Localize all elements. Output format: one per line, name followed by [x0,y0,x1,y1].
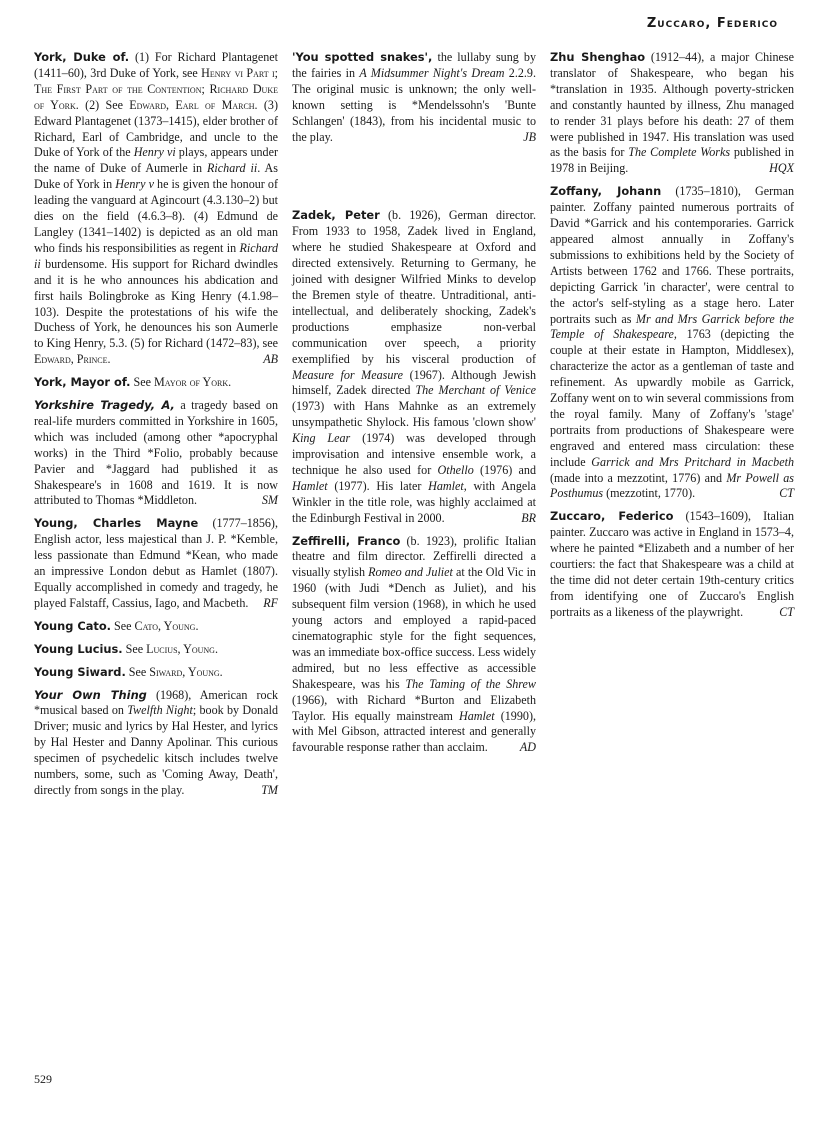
cross-reference: Siward, Young. [149,664,223,679]
page-number: 529 [34,1072,52,1086]
headword: Young, Charles Mayne [34,516,199,531]
headword: York, Duke of. [34,50,130,64]
headword: Your Own Thing [34,687,147,702]
cross-reference: Henry vi Part i; The First Part of the Contention; Richard Duke of York. [34,65,278,112]
column-middle [292,50,536,806]
contributor-initials: HQX [769,161,794,176]
entry-york-mayor: York, Mayor of. See Mayor of York. [34,375,232,390]
headword: Zhu Shenghao [550,50,646,64]
entry-your-own-thing-start: Your Own Thing (1968), American rock *musical based on Twelfth Night; book by Donald Driver; music and lyrics by Hal Hester, and lyrics by Hal Hester and Danny Apolinar. This curious specimen of psychedelic kitsch includes twelve numbers, some, such as 'Coming Away, Death', directly from songs in the play. TM [34,687,278,797]
headword: Zeffirelli, Franco [292,533,401,548]
column-right [550,50,794,806]
entry-young-cato: Young Cato. See Cato, Young. [34,618,199,633]
contributor-initials: RF [263,595,278,610]
headword: Zadek, Peter [292,208,380,223]
headword: Yorkshire Tragedy, A, [34,398,175,413]
letter-break [292,152,536,208]
entry-zhu-shenghao: Zhu Shenghao (1912–44), a major Chinese translator of Shakespeare, who began his *translation in 1935. Although poverty-stricken and constantly haunted by illness, Zhu managed to render 31 plays before his death: 27 of them were published in 1947. His translation was used as the basis for The Complete Works published in 1978 in Beijing. HQX [550,50,795,176]
contributor-initials: CT [779,486,794,501]
entry-zadek-peter: Zadek, Peter (b. 1926), German director. From 1933 to 1958, Zadek lived in England, where he studied Shakespeare at Oxford and directed extensively. Returning to Germany, he joined with designer Wilfried Minks to develop the Bremen style of theatre. Untraditional, anti-intellectual, and deliberately shocking, Zadek's productions emphasize non-verbal communication over speech, a priority exemplified by his visceral production of Measure for Measure (1967). Although Jewish himself, Zadek directed The Merchant of Venice (1973) with Hans Mahnke as an extremely unsympathetic Shylock. His famous 'clown show' King Lear (1974) was developed through improvisation and intensive ensemble work, a technique he also used for Othello (1976) and Hamlet (1977). His later Hamlet, with Angela Winkler in the title role, was highly acclaimed at the Edinburgh Festival in 2000. BR [292,208,536,525]
cross-reference: Lucius, Young. [146,641,218,656]
entry-zoffany-johann: Zoffany, Johann (1735–1810), German painter. Zoffany painted numerous portraits of David *Garrick and his contemporaries. Garrick appeared almost annually in Zoffany's submissions to exhibitions held by the Society of Artists between 1762 and 1766. These portraits, depicting Garrick 'in character', were central to the actor's self-styling as a stage hero. Later portraits such as Mr and Mrs Garrick before the Temple of Shakespeare, 1763 (depicting the couple at their estate in Hampton, Middlesex), characterize the actor as a gentleman of taste and refinement. As upwardly mobile as Garrick, Zoffany went on to win several commissions from the royal family. Many of Zoffany's 'stage' portraits from productions of Shakespeare were engraved and entered mass circulation: these include Garrick and Mrs Pritchard in Macbeth (made into a mezzotint, 1776) and Mr Powell as Posthumus (mezzotint, 1770). CT [550,184,794,501]
entry-zuccaro-federico: Zuccaro, Federico (1543–1609), Italian painter. Zuccaro was active in England in 1573–4, where he painted *Elizabeth and a number of her courtiers: the fact that Shakespeare was a child at the time did not deter certain 19th-century critics from identifying one of Zuccaro's English portraits as a likeness of the playwright. CT [550,509,794,619]
headword: Zuccaro, Federico [550,509,674,524]
headword: 'You spotted snakes', [292,50,433,64]
cross-reference: Mayor of York. [154,375,232,390]
entry-yorkshire-tragedy: Yorkshire Tragedy, A, a tragedy based on real-life murders committed in Yorkshire in 1605, which was included (among other *apocryphal works) in the Third *Folio, probably because Pavier and *Jaggard had published it as Shakespeare's in 1608 and 1619. It is now attributed to Thomas *Middleton. SM [34,398,278,508]
headword: Young Lucius. [34,641,123,656]
contributor-initials: TM [261,782,278,797]
headword: Young Cato. [34,618,112,633]
headword: Zoffany, Johann [550,184,662,199]
contributor-initials: CT [779,604,794,619]
entry-young-siward: Young Siward. See Siward, Young. [34,664,223,679]
entry-young-charles-mayne: Young, Charles Mayne (1777–1856), English actor, less majestical than J. P. *Kemble, less passionate than Edmund *Kean, who made an impressive London debut as Hamlet (1807). Equally accomplished in comedy and tragedy, he played Falstaff, Cassius, Iago, and Macbeth. RF [34,516,278,610]
contributor-initials: BR [521,510,536,525]
contributor-initials: AD [519,740,536,755]
contributor-initials: JB [523,129,536,144]
running-head: Zuccaro, Federico [646,16,778,31]
column-left [34,50,278,806]
cross-reference: Edward, Earl of March. [129,97,258,112]
cross-reference: Edward, Prince. [34,352,111,367]
cross-reference: Cato, Young. [134,618,199,633]
entry-zeffirelli-franco: Zeffirelli, Franco (b. 1923), prolific Italian theatre and film director. Zeffirelli directed a visually stylish Romeo and Juliet at the Old Vic in 1960 (with Judi *Dench as Juliet), and his subsequent film version (1968), in which he used young actors and employed a rapid-paced cinematographic style for the fight sequences, was an immediate box-office success. Less widely admired, but no less effective as accessible Shakespeare, was his The Taming of the Shrew (1966), with Richard *Burton and Elizabeth Taylor. His equally mainstream Hamlet (1990), with Mel Gibson, attracted interest and generally favourable response rather than acclaim. AD [292,533,537,755]
entry-columns [34,50,794,806]
entry-you-spotted-snakes: 'You spotted snakes', the lullaby sung by the fairies in A Midsummer Night's Dream 2.2.9. The original music is unknown; the only well-known setting is *Mendelssohn's 'Bunte Schlangen' (1843), from his incidental music to the play. JB [292,50,537,144]
headword: Young Siward. [34,664,126,679]
headword: York, Mayor of. [34,375,131,390]
contributor-initials: SM [261,493,278,508]
contributor-initials: AB [263,352,278,367]
entry-young-lucius: Young Lucius. See Lucius, Young. [34,641,218,656]
entry-york-duke: York, Duke of. (1) For Richard Plantagenet (1411–60), 3rd Duke of York, see Henry vi Part i; The First Part of the Contention; Richard Duke of York. (2) See Edward, Earl of March. (3) Edward Plantagenet (1373–1415), elder brother of Richard, Earl of Cambridge, and uncle to the Duke of York of the Henry vi plays, appears under the name of Duke of Aumerle in Richard ii. As Duke of York in Henry v he is given the honour of leading the vanguard at Agincourt (4.3.130–2) but dies on the field (4.6.3–8). (4) Edmund de Langley (1341–1402) is depicted as an old man who finds his responsibilities as regent in Richard ii burdensome. His support for Richard dwindles and it is he who announces his abdication and first hails Bolingbroke as King Henry (4.1.98–103). Despite the protestations of his wife the Duchess of York, he denounces his son Aumerle to King Henry, 5.3. (5) for Richard (1472–83), see Edward, Prince. AB [34,50,278,367]
